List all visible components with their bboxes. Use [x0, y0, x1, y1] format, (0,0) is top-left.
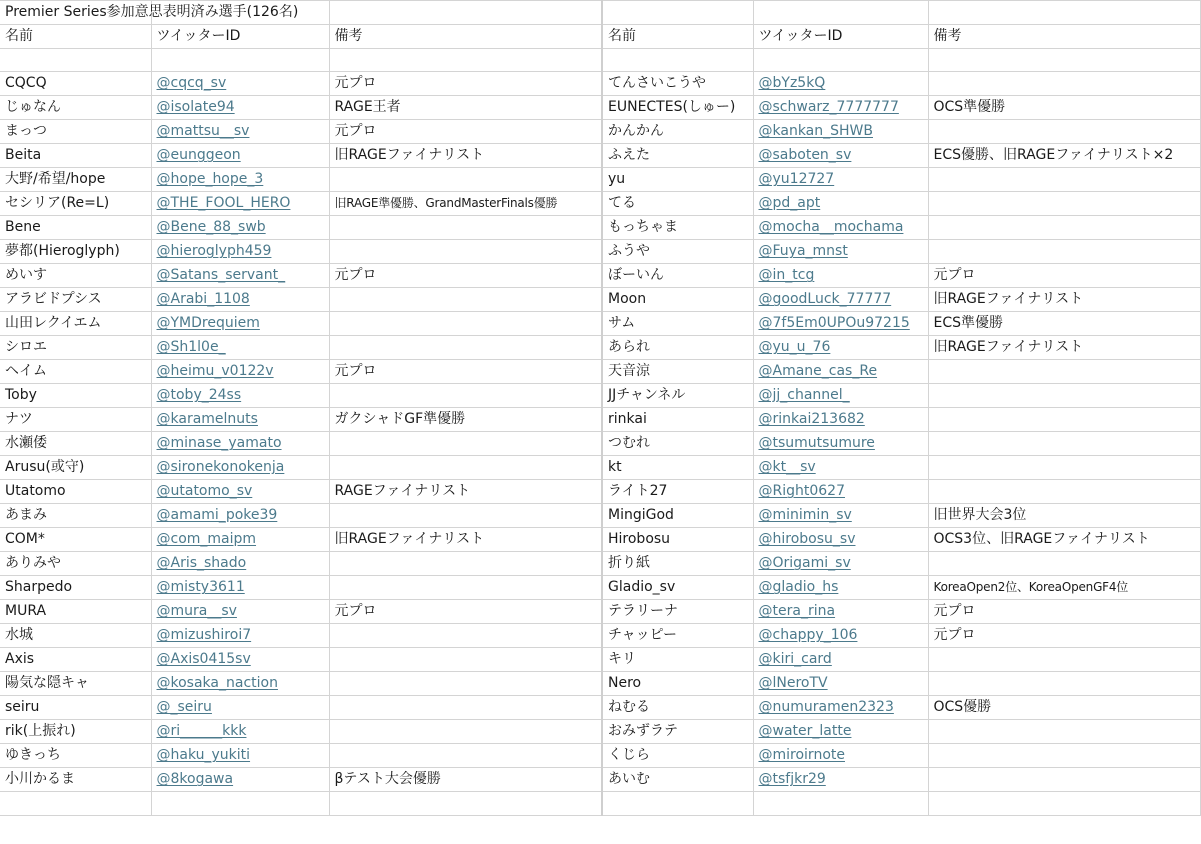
twitter-link[interactable]: @tsumutsumure: [758, 435, 875, 452]
player-name-cell[interactable]: Gladio_sv: [602, 576, 753, 600]
twitter-link[interactable]: @YMDrequiem: [156, 315, 260, 332]
twitter-id-cell[interactable]: [151, 192, 329, 216]
player-name-cell[interactable]: rinkai: [602, 408, 753, 432]
player-name-cell[interactable]: ふえた: [602, 144, 753, 168]
twitter-id-cell[interactable]: [151, 600, 329, 624]
empty-cell[interactable]: [602, 49, 753, 72]
twitter-link[interactable]: @numuramen2323: [758, 699, 894, 716]
twitter-id-cell[interactable]: [151, 696, 329, 720]
twitter-id-cell[interactable]: [753, 192, 928, 216]
twitter-id-cell[interactable]: [753, 576, 928, 600]
twitter-id-cell[interactable]: [753, 456, 928, 480]
note-cell[interactable]: 旧RAGEファイナリスト: [928, 288, 1200, 312]
twitter-link[interactable]: @mocha__mochama: [758, 219, 904, 236]
note-cell[interactable]: ガクシャドGF準優勝: [329, 408, 602, 432]
twitter-id-cell[interactable]: [753, 720, 928, 744]
note-cell[interactable]: 旧RAGEファイナリスト: [928, 336, 1200, 360]
twitter-link[interactable]: @haku_yukiti: [156, 747, 251, 764]
note-cell[interactable]: 元プロ: [928, 600, 1200, 624]
empty-cell[interactable]: [0, 49, 151, 72]
note-cell[interactable]: [329, 216, 602, 240]
note-cell[interactable]: [928, 360, 1200, 384]
player-name-cell[interactable]: てんさいこうや: [602, 72, 753, 96]
table-row: [0, 528, 1200, 552]
player-name-cell[interactable]: あまみ: [0, 504, 151, 528]
twitter-link[interactable]: @kt__sv: [758, 459, 816, 476]
twitter-id-cell[interactable]: [753, 432, 928, 456]
note-cell[interactable]: [928, 72, 1200, 96]
player-name-cell[interactable]: CQCQ: [0, 72, 151, 96]
table-row: [0, 696, 1200, 720]
note-cell[interactable]: OCS準優勝: [928, 96, 1200, 120]
player-name-cell[interactable]: MURA: [0, 600, 151, 624]
twitter-id-cell[interactable]: [151, 384, 329, 408]
twitter-id-cell[interactable]: [753, 384, 928, 408]
empty-cell[interactable]: [329, 49, 602, 72]
table-row: [0, 192, 1200, 216]
note-cell[interactable]: [329, 672, 602, 696]
twitter-id-cell[interactable]: [753, 768, 928, 792]
note-cell[interactable]: [329, 240, 602, 264]
title-cell[interactable]: [0, 1, 299, 25]
header-name-right[interactable]: 名前: [602, 25, 753, 49]
title-row: [0, 1, 1200, 25]
player-name-cell[interactable]: EUNECTES(しゅー): [602, 96, 753, 120]
note-cell[interactable]: 元プロ: [928, 624, 1200, 648]
twitter-id-cell[interactable]: [753, 696, 928, 720]
twitter-id-cell[interactable]: [753, 648, 928, 672]
twitter-link[interactable]: @Satans_servant_: [156, 267, 286, 284]
note-cell[interactable]: [928, 240, 1200, 264]
player-name-cell[interactable]: ふうや: [602, 240, 753, 264]
note-cell[interactable]: [928, 720, 1200, 744]
note-cell[interactable]: [329, 168, 602, 192]
twitter-link[interactable]: @mattsu__sv: [156, 123, 250, 140]
twitter-id-cell[interactable]: [151, 528, 329, 552]
player-name-cell[interactable]: Moon: [602, 288, 753, 312]
twitter-link[interactable]: @THE_FOOL_HERO: [156, 195, 291, 212]
note-cell[interactable]: 旧RAGEファイナリスト: [329, 528, 602, 552]
twitter-id-cell[interactable]: [753, 360, 928, 384]
twitter-id-cell[interactable]: [753, 312, 928, 336]
twitter-id-cell[interactable]: [151, 672, 329, 696]
table-row: [0, 504, 1200, 528]
note-cell[interactable]: [329, 384, 602, 408]
twitter-id-cell[interactable]: [151, 288, 329, 312]
player-name-cell[interactable]: テラリーナ: [602, 600, 753, 624]
player-name-cell[interactable]: もっちゃま: [602, 216, 753, 240]
twitter-link[interactable]: @_seiru: [156, 699, 212, 716]
table-row: [0, 456, 1200, 480]
twitter-link[interactable]: @Axis0415sv: [156, 651, 251, 668]
note-cell[interactable]: [329, 288, 602, 312]
header-name-left[interactable]: 名前: [0, 25, 151, 49]
twitter-id-cell[interactable]: [753, 552, 928, 576]
header-twitter-right[interactable]: ツイッターID: [753, 25, 928, 49]
note-cell[interactable]: ECS準優勝: [928, 312, 1200, 336]
note-cell[interactable]: [928, 456, 1200, 480]
twitter-link[interactable]: @eunggeon: [156, 147, 241, 164]
note-cell[interactable]: [329, 648, 602, 672]
note-cell[interactable]: [329, 624, 602, 648]
twitter-link[interactable]: @ri______kkk: [156, 723, 247, 740]
player-name-cell[interactable]: 天音涼: [602, 360, 753, 384]
twitter-link[interactable]: @kosaka_naction: [156, 675, 278, 692]
note-cell[interactable]: [928, 480, 1200, 504]
note-cell[interactable]: [928, 168, 1200, 192]
player-name-cell[interactable]: Hirobosu: [602, 528, 753, 552]
twitter-id-cell[interactable]: [753, 216, 928, 240]
table-row: [0, 72, 1200, 96]
empty-cell[interactable]: [0, 792, 151, 815]
player-name-cell[interactable]: チャッピー: [602, 624, 753, 648]
table-row: [0, 672, 1200, 696]
twitter-link[interactable]: @hieroglyph459: [156, 243, 272, 260]
twitter-id-cell[interactable]: [753, 336, 928, 360]
sheet-title: Premier Series参加意思表明済み選手(126名): [5, 4, 299, 20]
player-name-cell[interactable]: yu: [602, 168, 753, 192]
note-cell[interactable]: [329, 312, 602, 336]
empty-cell[interactable]: [602, 792, 753, 815]
twitter-id-cell[interactable]: [753, 72, 928, 96]
twitter-link[interactable]: @in_tcg: [758, 267, 815, 284]
twitter-id-cell[interactable]: [753, 624, 928, 648]
player-name-cell[interactable]: セシリア(Re=L): [0, 192, 151, 216]
twitter-link[interactable]: @rinkai213682: [758, 411, 865, 428]
player-name-cell[interactable]: キリ: [602, 648, 753, 672]
empty-cell[interactable]: [753, 1, 928, 25]
twitter-link[interactable]: @7f5Em0UPOu97215: [758, 315, 910, 332]
twitter-id-cell[interactable]: [151, 576, 329, 600]
note-cell[interactable]: ECS優勝、旧RAGEファイナリスト×2: [928, 144, 1200, 168]
note-cell[interactable]: [928, 744, 1200, 768]
table-row: [0, 720, 1200, 744]
note-cell[interactable]: [928, 192, 1200, 216]
twitter-id-cell[interactable]: [151, 144, 329, 168]
twitter-id-cell[interactable]: [151, 624, 329, 648]
twitter-link[interactable]: @tsfjkr29: [758, 771, 826, 788]
table-row: [0, 552, 1200, 576]
player-name-cell[interactable]: あられ: [602, 336, 753, 360]
player-name-cell[interactable]: 小川かるま: [0, 768, 151, 792]
table-row: [0, 216, 1200, 240]
note-cell[interactable]: [928, 432, 1200, 456]
twitter-id-cell[interactable]: [151, 552, 329, 576]
note-cell[interactable]: [928, 408, 1200, 432]
twitter-link[interactable]: @saboten_sv: [758, 147, 852, 164]
twitter-id-cell[interactable]: [151, 504, 329, 528]
player-name-cell[interactable]: Utatomo: [0, 480, 151, 504]
player-name-cell[interactable]: かんかん: [602, 120, 753, 144]
player-name-cell[interactable]: Toby: [0, 384, 151, 408]
twitter-id-cell[interactable]: [753, 744, 928, 768]
note-cell[interactable]: 旧世界大会3位: [928, 504, 1200, 528]
twitter-id-cell[interactable]: [151, 480, 329, 504]
twitter-id-cell[interactable]: [151, 96, 329, 120]
table-row: [0, 120, 1200, 144]
table-row: [0, 264, 1200, 288]
empty-cell[interactable]: [928, 49, 1200, 72]
twitter-id-cell[interactable]: [151, 264, 329, 288]
table-row: [0, 312, 1200, 336]
empty-cell[interactable]: [753, 49, 928, 72]
player-name-cell[interactable]: 折り紙: [602, 552, 753, 576]
player-name-cell[interactable]: まっつ: [0, 120, 151, 144]
twitter-link[interactable]: @sironekonokenja: [156, 459, 285, 476]
player-name-cell[interactable]: 大野/希望/hope: [0, 168, 151, 192]
twitter-link[interactable]: @tera_rina: [758, 603, 836, 620]
twitter-link[interactable]: @amami_poke39: [156, 507, 278, 524]
note-cell[interactable]: 元プロ: [329, 264, 602, 288]
note-cell[interactable]: 元プロ: [329, 72, 602, 96]
player-name-cell[interactable]: COM*: [0, 528, 151, 552]
table-row: [0, 144, 1200, 168]
player-name-cell[interactable]: つむれ: [602, 432, 753, 456]
note-cell[interactable]: 元プロ: [329, 360, 602, 384]
twitter-id-cell[interactable]: [753, 120, 928, 144]
twitter-id-cell[interactable]: [151, 168, 329, 192]
twitter-link[interactable]: @minase_yamato: [156, 435, 282, 452]
twitter-link[interactable]: @minimin_sv: [758, 507, 852, 524]
table-row: [0, 360, 1200, 384]
note-cell[interactable]: [928, 120, 1200, 144]
table-row: [0, 432, 1200, 456]
twitter-id-cell[interactable]: [151, 408, 329, 432]
twitter-link[interactable]: @Arabi_1108: [156, 291, 250, 308]
table-row: [0, 240, 1200, 264]
twitter-link[interactable]: @water_latte: [758, 723, 852, 740]
note-cell[interactable]: KoreaOpen2位、KoreaOpenGF4位: [928, 576, 1200, 600]
player-name-cell[interactable]: seiru: [0, 696, 151, 720]
note-cell[interactable]: RAGE王者: [329, 96, 602, 120]
player-name-cell[interactable]: Axis: [0, 648, 151, 672]
empty-cell[interactable]: [602, 1, 753, 25]
twitter-link[interactable]: @cqcq_sv: [156, 75, 227, 92]
player-name-cell[interactable]: 水城: [0, 624, 151, 648]
table-row: [0, 624, 1200, 648]
twitter-id-cell[interactable]: [151, 216, 329, 240]
player-name-cell[interactable]: シロエ: [0, 336, 151, 360]
twitter-link[interactable]: @chappy_106: [758, 627, 858, 644]
player-name-cell[interactable]: Beita: [0, 144, 151, 168]
twitter-link[interactable]: @toby_24ss: [156, 387, 242, 404]
empty-cell[interactable]: [329, 1, 602, 25]
twitter-id-cell[interactable]: [151, 120, 329, 144]
twitter-link[interactable]: @Sh1l0e_: [156, 339, 226, 356]
player-name-cell[interactable]: くじら: [602, 744, 753, 768]
twitter-link[interactable]: @gladio_hs: [758, 579, 839, 596]
twitter-link[interactable]: @hirobosu_sv: [758, 531, 856, 548]
player-name-cell[interactable]: rik(上振れ): [0, 720, 151, 744]
twitter-id-cell[interactable]: [753, 288, 928, 312]
table-row: [0, 336, 1200, 360]
table-row: [0, 576, 1200, 600]
player-name-cell[interactable]: サム: [602, 312, 753, 336]
player-name-cell[interactable]: てる: [602, 192, 753, 216]
player-name-cell[interactable]: 山田レクイエム: [0, 312, 151, 336]
twitter-id-cell[interactable]: [151, 648, 329, 672]
note-cell[interactable]: 元プロ: [329, 120, 602, 144]
twitter-link[interactable]: @Fuya_mnst: [758, 243, 848, 260]
twitter-id-cell[interactable]: [151, 360, 329, 384]
twitter-link[interactable]: @karamelnuts: [156, 411, 258, 428]
note-cell[interactable]: [928, 552, 1200, 576]
twitter-link[interactable]: @heimu_v0122v: [156, 363, 274, 380]
twitter-link[interactable]: @Origami_sv: [758, 555, 851, 572]
player-name-cell[interactable]: ゆきっち: [0, 744, 151, 768]
player-name-cell[interactable]: ライト27: [602, 480, 753, 504]
note-cell[interactable]: 旧RAGEファイナリスト: [329, 144, 602, 168]
table-row: [0, 600, 1200, 624]
note-cell[interactable]: [329, 720, 602, 744]
twitter-link[interactable]: @com_maipm: [156, 531, 257, 548]
twitter-id-cell[interactable]: [151, 744, 329, 768]
twitter-id-cell[interactable]: [151, 312, 329, 336]
note-cell[interactable]: 元プロ: [329, 600, 602, 624]
header-note-left[interactable]: 備考: [329, 25, 602, 49]
twitter-id-cell[interactable]: [753, 168, 928, 192]
note-cell[interactable]: OCS優勝: [928, 696, 1200, 720]
twitter-link[interactable]: @miroirnote: [758, 747, 845, 764]
note-cell[interactable]: βテスト大会優勝: [329, 768, 602, 792]
twitter-id-cell[interactable]: [151, 768, 329, 792]
table-row: [0, 744, 1200, 768]
note-cell[interactable]: [329, 456, 602, 480]
twitter-link[interactable]: @hope_hope_3: [156, 171, 264, 188]
note-cell[interactable]: [329, 576, 602, 600]
note-cell[interactable]: [329, 336, 602, 360]
twitter-link[interactable]: @Bene_88_swb: [156, 219, 266, 236]
twitter-link[interactable]: @Right0627: [758, 483, 845, 500]
note-cell[interactable]: [928, 648, 1200, 672]
twitter-id-cell[interactable]: [753, 240, 928, 264]
player-name-cell[interactable]: Arusu(或守): [0, 456, 151, 480]
table-row: [0, 408, 1200, 432]
twitter-link[interactable]: @8kogawa: [156, 771, 234, 788]
twitter-id-cell[interactable]: [151, 336, 329, 360]
empty-cell[interactable]: [151, 49, 329, 72]
header-twitter-left[interactable]: ツイッターID: [151, 25, 329, 49]
twitter-link[interactable]: @utatomo_sv: [156, 483, 253, 500]
player-name-cell[interactable]: おみずラテ: [602, 720, 753, 744]
player-name-cell[interactable]: ナツ: [0, 408, 151, 432]
twitter-link[interactable]: @bYz5kQ: [758, 75, 826, 92]
twitter-id-cell[interactable]: [151, 720, 329, 744]
player-name-cell[interactable]: MingiGod: [602, 504, 753, 528]
twitter-id-cell[interactable]: [753, 96, 928, 120]
note-cell[interactable]: [329, 696, 602, 720]
twitter-link[interactable]: @Aris_shado: [156, 555, 247, 572]
twitter-link[interactable]: @mizushiroi7: [156, 627, 252, 644]
twitter-id-cell[interactable]: [151, 240, 329, 264]
twitter-link[interactable]: @pd_apt: [758, 195, 821, 212]
twitter-link[interactable]: @kiri_card: [758, 651, 832, 668]
player-name-cell[interactable]: ぼーいん: [602, 264, 753, 288]
player-name-cell[interactable]: めいす: [0, 264, 151, 288]
header-row: [0, 25, 1200, 49]
table-row: [0, 96, 1200, 120]
player-name-cell[interactable]: Sharpedo: [0, 576, 151, 600]
note-cell[interactable]: [329, 504, 602, 528]
twitter-link[interactable]: @schwarz_7777777: [758, 99, 899, 116]
twitter-link[interactable]: @jj_channel_: [758, 387, 850, 404]
twitter-link[interactable]: @goodLuck_77777: [758, 291, 892, 308]
twitter-link[interactable]: @Amane_cas_Re: [758, 363, 878, 380]
note-cell[interactable]: OCS3位、旧RAGEファイナリスト: [928, 528, 1200, 552]
twitter-link[interactable]: @yu12727: [758, 171, 835, 188]
twitter-id-cell[interactable]: [753, 672, 928, 696]
player-name-cell[interactable]: Bene: [0, 216, 151, 240]
player-name-cell[interactable]: kt: [602, 456, 753, 480]
twitter-id-cell[interactable]: [151, 72, 329, 96]
twitter-id-cell[interactable]: [151, 456, 329, 480]
twitter-link[interactable]: @mura__sv: [156, 603, 237, 620]
twitter-link[interactable]: @yu_u_76: [758, 339, 831, 356]
table-row: [0, 768, 1200, 792]
player-name-cell[interactable]: じゅなん: [0, 96, 151, 120]
note-cell[interactable]: [928, 384, 1200, 408]
empty-cell[interactable]: [928, 792, 1200, 815]
note-cell[interactable]: RAGEファイナリスト: [329, 480, 602, 504]
note-cell[interactable]: [928, 768, 1200, 792]
twitter-id-cell[interactable]: [753, 144, 928, 168]
empty-cell[interactable]: [329, 792, 602, 815]
empty-cell[interactable]: [928, 1, 1200, 25]
twitter-link[interactable]: @isolate94: [156, 99, 235, 116]
note-cell[interactable]: [928, 216, 1200, 240]
table-row: [0, 384, 1200, 408]
blank-row: [0, 49, 1200, 72]
note-cell[interactable]: [329, 432, 602, 456]
table-row: [0, 168, 1200, 192]
player-name-cell[interactable]: あいむ: [602, 768, 753, 792]
player-name-cell[interactable]: JJチャンネル: [602, 384, 753, 408]
empty-cell[interactable]: [753, 792, 928, 815]
header-note-right[interactable]: 備考: [928, 25, 1200, 49]
empty-cell[interactable]: [151, 792, 329, 815]
twitter-id-cell[interactable]: [753, 600, 928, 624]
twitter-id-cell[interactable]: [753, 408, 928, 432]
twitter-link[interactable]: @misty3611: [156, 579, 245, 596]
twitter-id-cell[interactable]: [151, 432, 329, 456]
player-name-cell[interactable]: 水瀬倭: [0, 432, 151, 456]
blank-row: [0, 792, 1200, 815]
player-name-cell[interactable]: 陽気な隠キャ: [0, 672, 151, 696]
player-name-cell[interactable]: ありみや: [0, 552, 151, 576]
note-cell[interactable]: 元プロ: [928, 264, 1200, 288]
note-cell[interactable]: [928, 672, 1200, 696]
table-row: [0, 648, 1200, 672]
note-cell[interactable]: 旧RAGE準優勝、GrandMasterFinals優勝: [329, 192, 602, 216]
twitter-link[interactable]: @kankan_SHWB: [758, 123, 873, 140]
twitter-id-cell[interactable]: [753, 528, 928, 552]
player-name-cell[interactable]: ヘイム: [0, 360, 151, 384]
twitter-link[interactable]: @lNeroTV: [758, 675, 828, 692]
table-row: [0, 480, 1200, 504]
player-name-cell[interactable]: Nero: [602, 672, 753, 696]
note-cell[interactable]: [329, 744, 602, 768]
note-cell[interactable]: [329, 552, 602, 576]
twitter-id-cell[interactable]: [753, 480, 928, 504]
player-name-cell[interactable]: アラビドプシス: [0, 288, 151, 312]
player-name-cell[interactable]: 夢都(Hieroglyph): [0, 240, 151, 264]
table-row: [0, 288, 1200, 312]
twitter-id-cell[interactable]: [753, 264, 928, 288]
player-name-cell[interactable]: ねむる: [602, 696, 753, 720]
twitter-id-cell[interactable]: [753, 504, 928, 528]
